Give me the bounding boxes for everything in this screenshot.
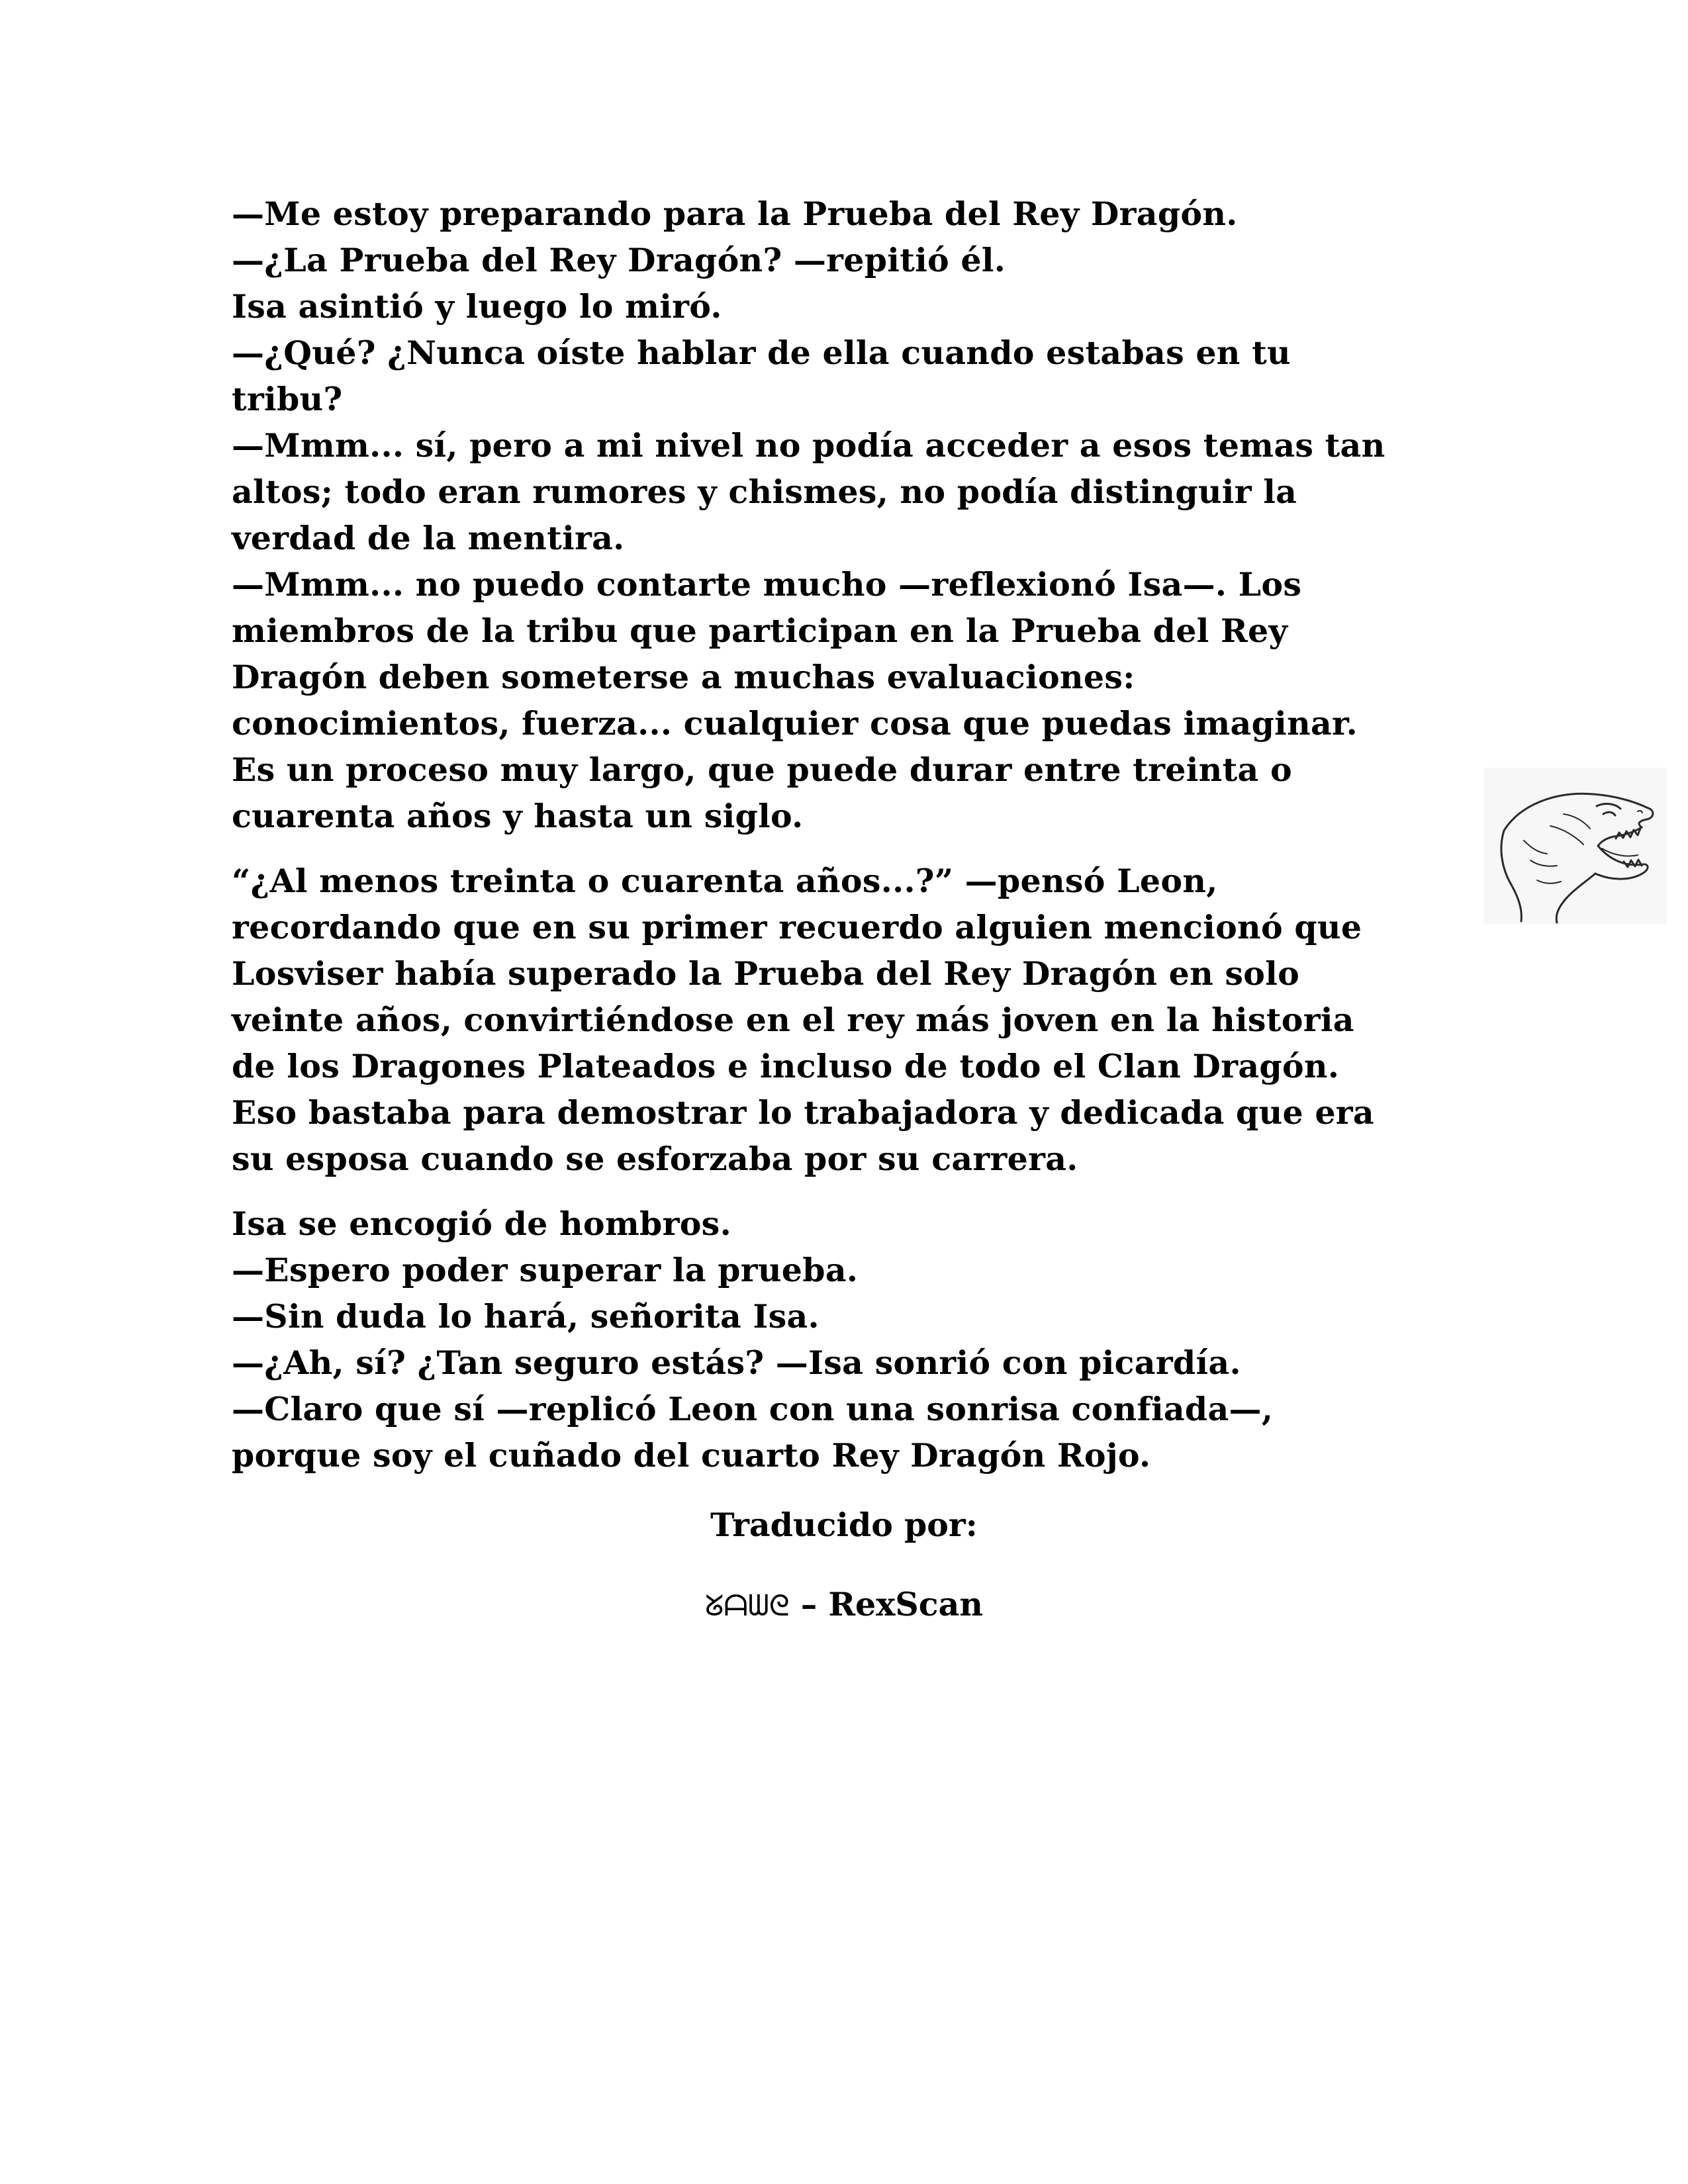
group-name: RexScan (828, 1585, 984, 1623)
text-line: —Claro que sí —replicó Leon con una sonrisa confiada—, (232, 1390, 1274, 1428)
text-line: —Sin duda lo hará, señorita Isa. (232, 1297, 820, 1336)
text-line: Es un proceso muy largo, que puede durar entre treinta o (232, 751, 1292, 789)
paragraph-3 (232, 1201, 1476, 1479)
credits-title: Traducido por: (710, 1506, 978, 1544)
t-rex-sketch-icon (1484, 768, 1667, 924)
text-line: Losviser había superado la Prueba del Rey Dragón en solo (232, 954, 1300, 993)
text-line: altos; todo eran rumores y chismes, no podía distinguir la (232, 473, 1297, 511)
text-line: —Mmm... sí, pero a mi nivel no podía acceder a esos temas tan (232, 426, 1385, 465)
text-line: cuarenta años y hasta un siglo. (232, 797, 804, 835)
text-line: Isa se encogió de hombros. (232, 1205, 731, 1243)
text-line: conocimientos, fuerza... cualquier cosa que puedas imaginar. (232, 704, 1358, 743)
text-line: porque soy el cuñado del cuarto Rey Dragón Rojo. (232, 1436, 1151, 1475)
story-text (232, 191, 1476, 1479)
text-line: —Espero poder superar la prueba. (232, 1251, 859, 1289)
paragraph-1 (232, 191, 1476, 839)
text-line: “¿Al menos treinta o cuarenta años...?” —pensó Leon, (232, 862, 1218, 900)
text-line: Isa asintió y luego lo miró. (232, 287, 722, 326)
text-line: Dragón deben someterse a muchas evaluaciones: (232, 658, 1135, 696)
text-line: —¿Ah, sí? ¿Tan seguro estás? —Isa sonrió con picardía. (232, 1343, 1241, 1382)
text-line: de los Dragones Plateados e incluso de todo el Clan Dragón. (232, 1047, 1340, 1085)
text-line: su esposa cuando se esforzaba por su carrera. (232, 1140, 1078, 1178)
text-line: Eso bastaba para demostrar lo trabajadora y dedicada que era (232, 1093, 1374, 1132)
text-line: miembros de la tribu que participan en la Prueba del Rey (232, 612, 1288, 650)
credits-line (0, 1585, 1688, 1623)
text-line: —Mmm... no puedo contarte mucho —reflexionó Isa—. Los (232, 565, 1302, 604)
text-line: —Me estoy preparando para la Prueba del Rey Dragón. (232, 195, 1238, 233)
text-line: —¿La Prueba del Rey Dragón? —repitió él. (232, 241, 1006, 279)
translator-signature: ᘜᗩᗯᘓ (704, 1589, 790, 1623)
text-line: —¿Qué? ¿Nunca oíste hablar de ella cuando estabas en tu (232, 334, 1291, 372)
text-line: verdad de la mentira. (232, 519, 625, 557)
credits-separator: – (789, 1585, 829, 1623)
paragraph-2 (232, 858, 1476, 1182)
text-line: veinte años, convirtiéndose en el rey más joven en la historia (232, 1001, 1354, 1039)
text-line: recordando que en su primer recuerdo alguien mencionó que (232, 908, 1362, 946)
text-line: tribu? (232, 380, 343, 418)
